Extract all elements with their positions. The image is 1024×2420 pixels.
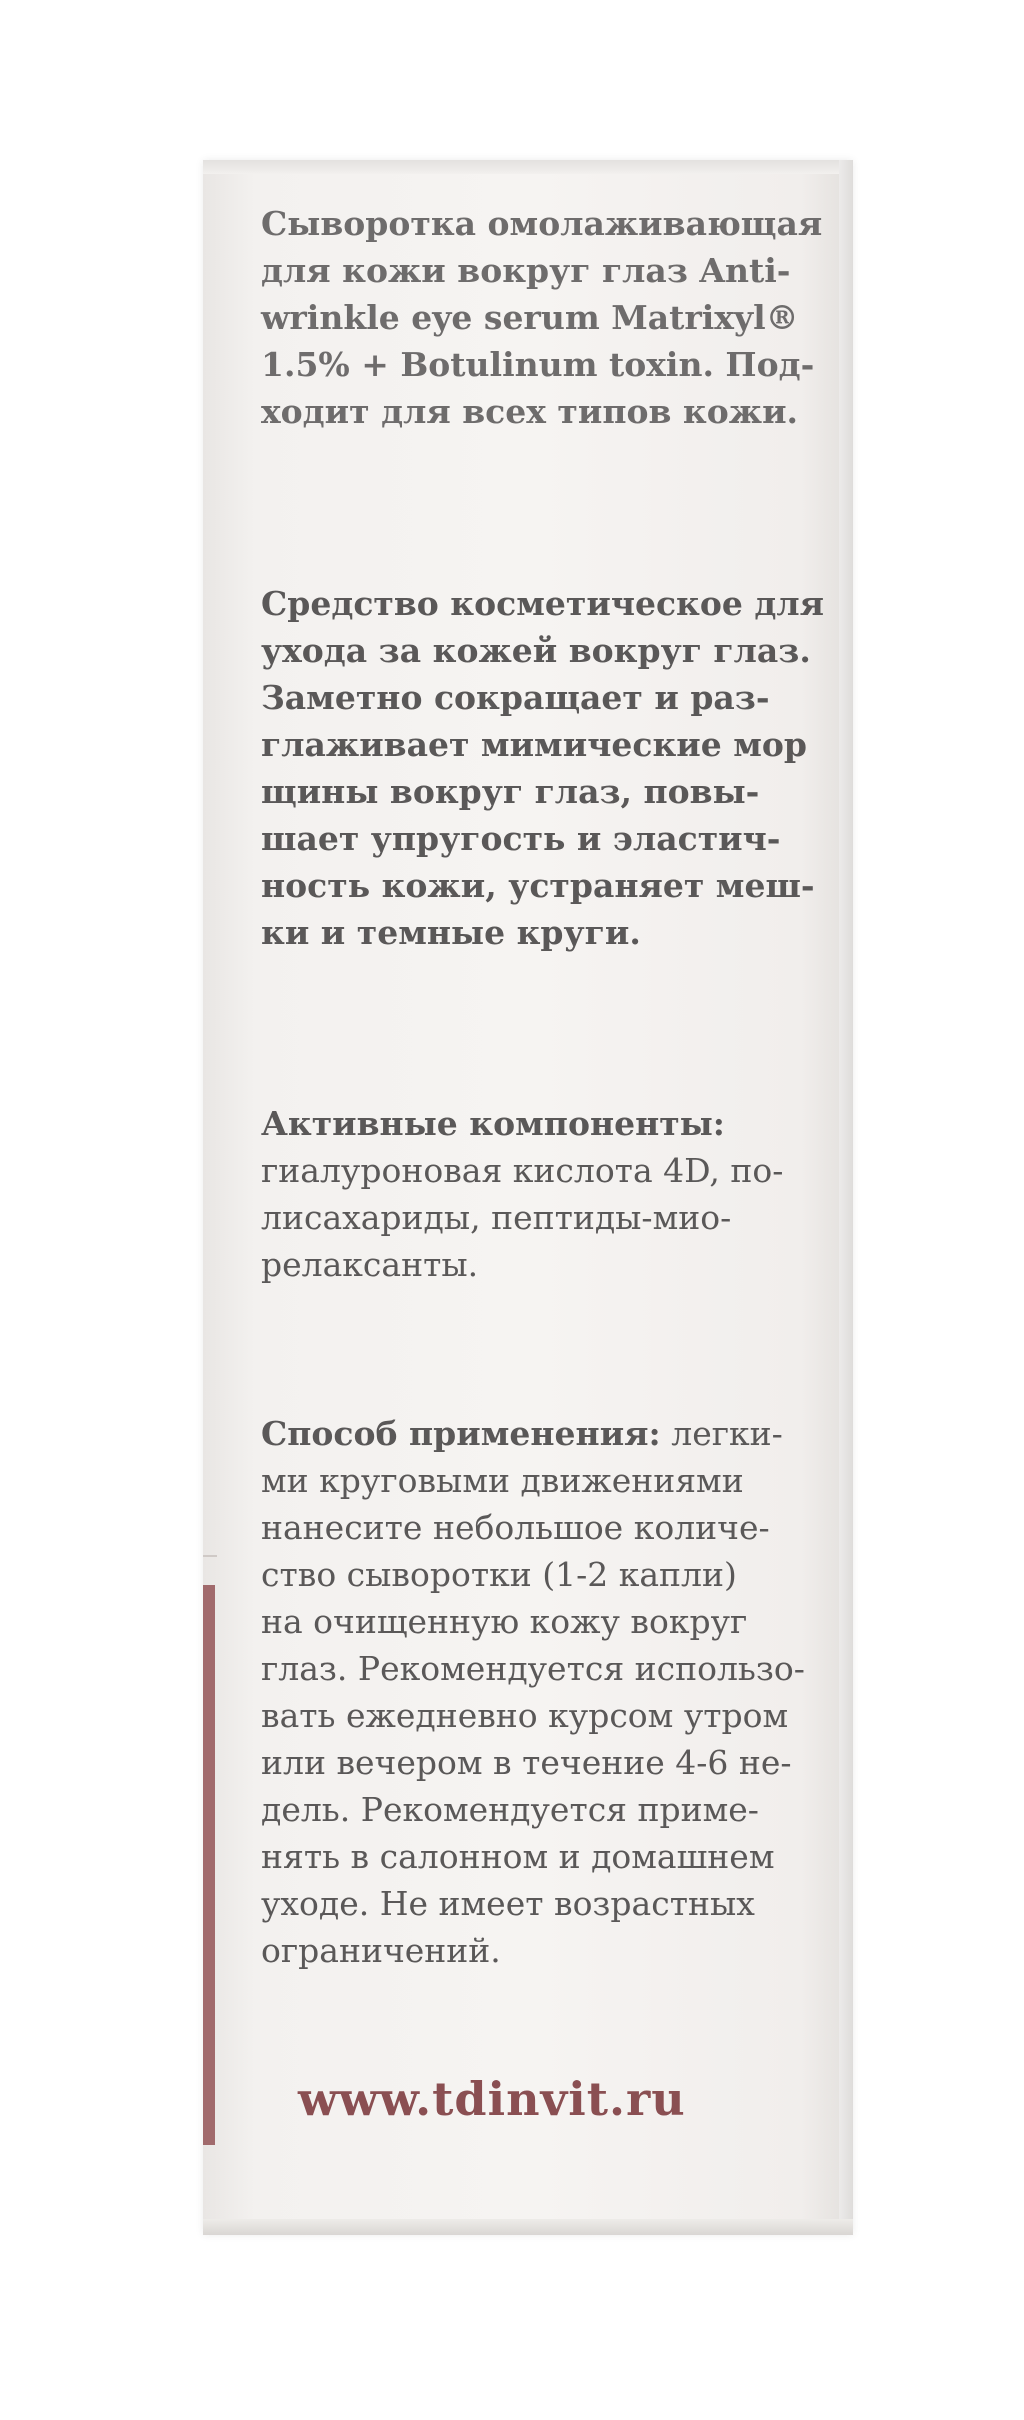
active-line: лисахариды, пептиды-мио- xyxy=(261,1198,732,1237)
usage-line: глаз. Рекомендуется использо- xyxy=(261,1649,805,1688)
title-line: ходит для всех типов кожи. xyxy=(261,392,799,431)
description-line: щины вокруг глаз, повы- xyxy=(261,772,760,811)
title-line: 1.5% + Botulinum toxin. Под- xyxy=(261,345,815,384)
description-line: ность кожи, устраняет меш- xyxy=(261,866,815,905)
description-line: ки и темные круги. xyxy=(261,913,641,952)
usage-line: нанесите небольшое количе- xyxy=(261,1508,770,1547)
usage-line: или вечером в течение 4-6 не- xyxy=(261,1743,792,1782)
usage-line: ми круговыми движениями xyxy=(261,1461,744,1500)
title-line: для кожи вокруг глаз Anti- xyxy=(261,251,791,290)
product-title xyxy=(261,200,823,435)
usage-line: ограничений. xyxy=(261,1931,501,1970)
title-line: wrinkle eye serum Matrixyl® xyxy=(261,298,799,337)
box-bottom-edge xyxy=(203,2219,853,2235)
active-heading: Активные компоненты: xyxy=(261,1104,725,1143)
box-flap-line xyxy=(203,1555,217,1557)
product-box-side xyxy=(203,160,853,2235)
description-line: шает упругость и эластич- xyxy=(261,819,781,858)
box-right-edge xyxy=(839,160,853,2235)
active-line: гиалуроновая кислота 4D, по- xyxy=(261,1151,784,1190)
accent-stripe xyxy=(203,1585,215,2145)
description-line: Средство косметическое для xyxy=(261,584,825,623)
description-line: ухода за кожей вокруг глаз. xyxy=(261,631,811,670)
usage-line: нять в салонном и домашнем xyxy=(261,1837,775,1876)
usage-line: уходе. Не имеет возрастных xyxy=(261,1884,755,1923)
description-line: глаживает мимические мор xyxy=(261,725,807,764)
usage-instructions xyxy=(261,1410,811,1974)
title-line: Сыворотка омолаживающая xyxy=(261,204,823,243)
usage-line: на очищенную кожу вокруг xyxy=(261,1602,748,1641)
usage-line: дель. Рекомендуется приме- xyxy=(261,1790,759,1829)
usage-heading: Способ применения: xyxy=(261,1414,661,1453)
website-url: www.tdinvit.ru xyxy=(298,2072,686,2126)
usage-line: вать ежедневно курсом утром xyxy=(261,1696,789,1735)
active-components xyxy=(261,1100,811,1288)
product-description xyxy=(261,580,825,956)
usage-first-line xyxy=(261,1410,811,1457)
usage-line: ство сыворотки (1-2 капли) xyxy=(261,1555,737,1594)
description-line: Заметно сокращает и раз- xyxy=(261,678,770,717)
active-line: релаксанты. xyxy=(261,1245,479,1284)
usage-first-line-rest: легки- xyxy=(660,1414,783,1453)
box-top-edge xyxy=(203,160,853,174)
